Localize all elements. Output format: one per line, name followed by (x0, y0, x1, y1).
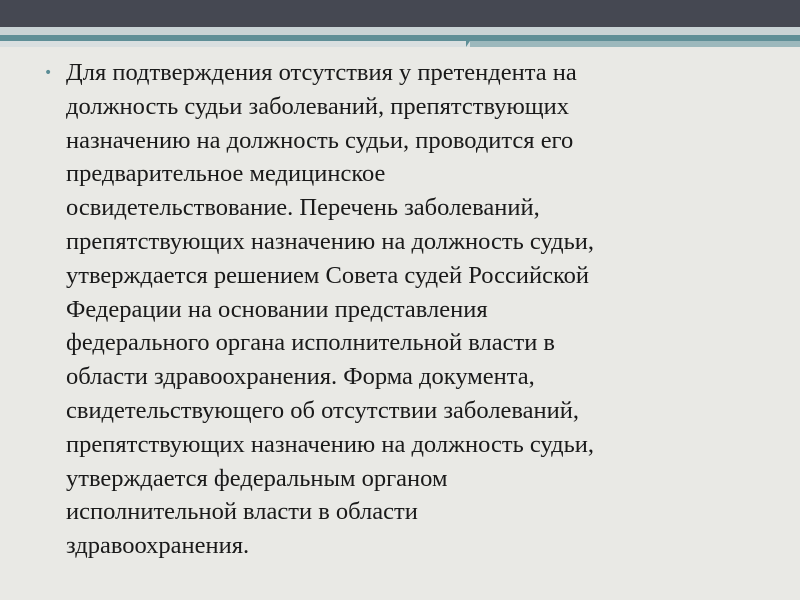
paragraph-line: освидетельствование. Перечень заболеваний, (66, 194, 540, 222)
paragraph-line: федерального органа исполнительной власти в (66, 329, 555, 357)
bullet-paragraph (66, 56, 756, 563)
slide-body (44, 56, 764, 563)
header-stripe-notch (466, 35, 474, 47)
bullet-icon: • (44, 65, 53, 81)
paragraph-line: исполнительной власти в области (66, 498, 418, 526)
paragraph-line: Для подтверждения отсутствия у претендента на (66, 59, 577, 86)
paragraph-line: препятствующих назначению на должность судьи, (66, 430, 594, 458)
paragraph-line: препятствующих назначению на должность судьи, (66, 227, 594, 255)
paragraph-line: утверждается федеральным органом (66, 464, 448, 492)
header-stripe-teal-light (470, 41, 800, 47)
paragraph-line: утверждается решением Совета судей Российской (66, 261, 589, 289)
header-bar-light (0, 27, 800, 35)
paragraph-line: Федерации на основании представления (66, 295, 488, 323)
header-stripe-pale (0, 41, 470, 47)
bullet-item (44, 56, 764, 563)
paragraph-line: должность судьи заболеваний, препятствующих (66, 92, 569, 120)
paragraph-line: назначению на должность судьи, проводится его (66, 126, 574, 154)
paragraph-line: предварительное медицинское (66, 160, 386, 188)
paragraph-line: свидетельствующего об отсутствии заболеваний, (66, 396, 579, 424)
paragraph-line: здравоохранения. (66, 532, 250, 560)
header-bar-dark (0, 0, 800, 27)
paragraph-line: области здравоохранения. Форма документа, (66, 363, 535, 391)
